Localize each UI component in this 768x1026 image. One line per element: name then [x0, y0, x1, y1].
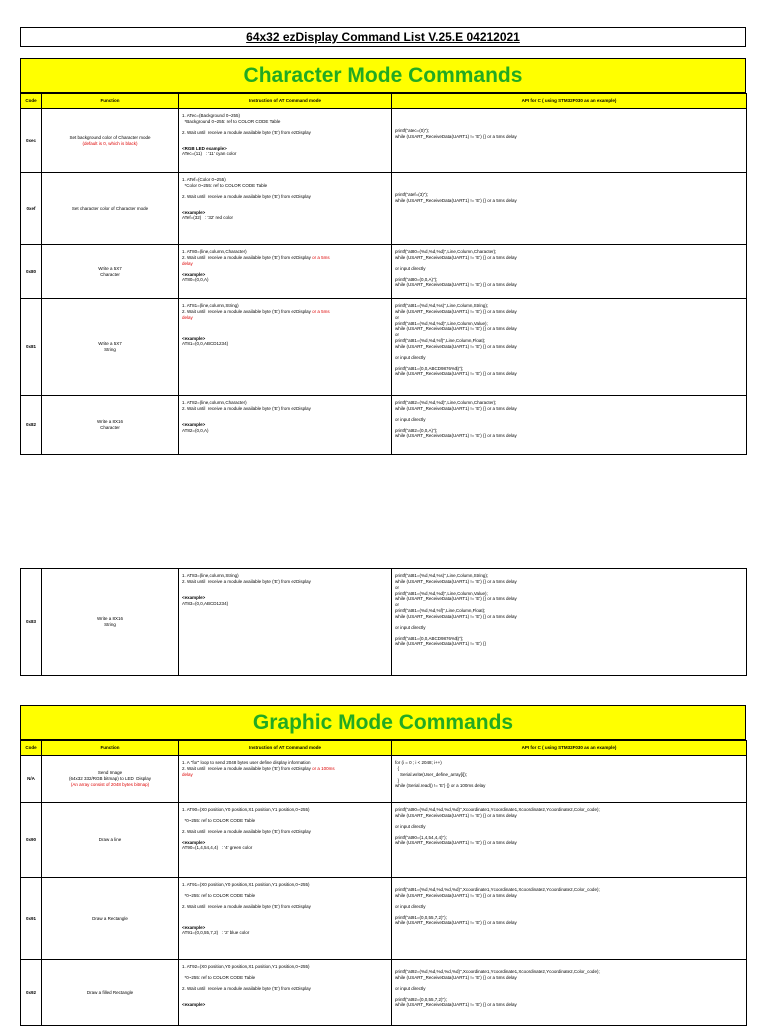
- c-api-example-line: or: [395, 314, 400, 320]
- c-api-example-line: printf("at91=(%d,%d,%d,%d,%d)",Xcoordinate1,Ycoordinate1,Xcoordinate2,Ycoordinate2,Color_code);: [395, 887, 600, 892]
- c-api-example: [392, 960, 747, 1026]
- c-api-example: [392, 878, 747, 960]
- function-description: [42, 960, 179, 1026]
- at-command-instruction-line: ATef=(32) : '32' red color: [182, 215, 234, 221]
- command-code: N/A: [21, 756, 42, 803]
- c-api-example-line: while (USART_ReceiveData(UART1) != 'E') {} or a 5ms delay: [395, 133, 517, 139]
- document-title: 64x32 ezDisplay Command List V.25.E 04212021: [20, 27, 746, 47]
- at-command-instruction-line: AT80=(0,0,A): [182, 277, 209, 283]
- c-api-example-line: while (USART_ReceiveData(UART1) != 'E') {} or a 5ms delay: [395, 892, 517, 898]
- c-api-example-line: printf("at81=(%d,%d,%d)",Line,Column,Value);: [395, 320, 488, 326]
- at-command-instruction-line: 2. Wait until receive a module available byte ('E') from ezDisplay or a 5ms: [182, 254, 330, 260]
- c-api-example-line: or: [395, 602, 400, 608]
- c-api-example-line: while (USART_ReceiveData(UART1) != 'E') {} or a 5ms delay: [395, 596, 517, 602]
- at-command-instruction-line: 2. Wait until receive a module available byte ('E') from ezDisplay: [182, 578, 311, 584]
- function-description-line: Draw a filled Rectangle: [86, 989, 134, 995]
- c-api-example-line: while (USART_ReceiveData(UART1) != 'E') {} or a 5ms delay: [395, 920, 517, 926]
- c-api-example-line: while (USART_ReceiveData(UART1) != 'E') {}: [395, 641, 486, 647]
- at-command-instruction-line: 1. ATef=(Color 0~255): [182, 177, 226, 182]
- function-description-line: (64x32 332/RGB bitmap) to LED Display: [68, 776, 152, 782]
- c-api-example-line: or input directly: [395, 624, 426, 630]
- function-description-line: Set character color of Character mode: [71, 205, 149, 211]
- c-api-example: [392, 396, 747, 455]
- c-api-example-line: or input directly: [395, 354, 426, 360]
- table-row: [21, 396, 747, 455]
- c-api-example-line: printf("at81=(%d,%d,%d)",Line,Column,Value);: [395, 590, 488, 596]
- at-command-instruction-line: <example>: [182, 924, 206, 930]
- at-command-instruction-line: <example>: [182, 594, 206, 600]
- c-api-example-line: while (USART_ReceiveData(UART1) != 'E') {} or a 5ms delay: [395, 1002, 517, 1008]
- c-api-example: [392, 173, 747, 245]
- function-description-line: Write a 8X16: [97, 419, 123, 425]
- c-api-example: [392, 299, 747, 396]
- command-code: 0xef: [21, 173, 42, 245]
- table-row: [21, 245, 747, 299]
- c-api-example-line: printf("atef=(3)");: [395, 192, 429, 197]
- at-command-instruction-line: *Color 0~255: ref to COLOR CODE Table: [182, 182, 268, 188]
- c-api-example-line: while (USART_ReceiveData(UART1) != 'E') {} or a 5ms delay: [395, 197, 517, 203]
- character-mode-table: [20, 93, 747, 455]
- function-description-line: String: [104, 347, 116, 352]
- function-description-line: Write a 5X7: [98, 341, 122, 347]
- at-command-instruction-line: <example>: [182, 421, 206, 427]
- function-description: [42, 396, 179, 455]
- at-command-instruction-line: *0~255: ref to COLOR CODE Table: [182, 817, 256, 823]
- c-api-example-line: or input directly: [395, 985, 426, 991]
- at-command-instruction: [179, 756, 392, 803]
- function-description: [42, 878, 179, 960]
- c-api-example-line: printf("at90=(1,4,54,4,4)");: [395, 834, 447, 840]
- c-api-example-line: printf("at80=(0,0,A)");: [395, 276, 438, 282]
- c-api-example-line: while (USART_ReceiveData(UART1) != 'E') {} or a 5ms delay: [395, 326, 517, 332]
- table-row: [21, 173, 747, 245]
- function-description: [42, 569, 179, 676]
- function-description-line: Set background color of Character mode: [69, 134, 151, 140]
- function-description-line: Draw a line: [98, 837, 122, 843]
- at-command-instruction: [179, 803, 392, 878]
- function-description: [42, 173, 179, 245]
- c-api-example-line: Serial.write(User_define_array[i]);: [395, 771, 468, 777]
- c-api-example-line: or input directly: [395, 416, 426, 422]
- c-api-example-line: printf("at81=(%d,%d,%s)",Line,Column,String);: [395, 303, 489, 308]
- at-command-instruction: [179, 245, 392, 299]
- at-command-instruction-line: 1. AT92=(X0 position,Y0 position,X1 position,Y1 position,0~255): [182, 964, 310, 969]
- function-description-note: (An array consist of 2048 bytes bitmap): [70, 781, 150, 787]
- at-command-instruction-line: delay: [182, 771, 193, 777]
- c-api-example-line: or input directly: [395, 823, 426, 829]
- c-api-example-line: or input directly: [395, 903, 426, 909]
- at-command-instruction-line: 2. Wait until receive a module available byte ('E') from ezDisplay: [182, 985, 311, 991]
- at-command-instruction: [179, 173, 392, 245]
- function-description-line: Send Image: [97, 770, 123, 776]
- table-row: [21, 756, 747, 803]
- at-command-instruction-line: 1. AT83=(line,column,String): [182, 573, 239, 578]
- at-command-instruction-line: 1. AT80=(line,column,Character): [182, 249, 247, 254]
- c-api-example: [392, 756, 747, 803]
- c-api-example-line: while (USART_ReceiveData(UART1) != 'E') {} or a 5ms delay: [395, 282, 517, 288]
- c-api-example-line: while (USART_ReceiveData(UART1) != 'E') {} or a 5ms delay: [395, 371, 517, 377]
- c-api-example-line: printf("at92=(0,0,55,7,2)");: [395, 996, 447, 1002]
- at-command-instruction-line: 2. Wait until receive a module available byte ('E') from ezDisplay or a 100ms: [182, 765, 335, 771]
- c-api-example-line: while (USART_ReceiveData(UART1) != 'E') {} or a 5ms delay: [395, 254, 517, 260]
- at-command-instruction-line: 2. Wait until receive a module available byte ('E') from ezDisplay: [182, 193, 311, 199]
- header-instruction: Instruction of AT Command mode: [179, 741, 392, 756]
- at-command-instruction: [179, 109, 392, 173]
- c-api-example-line: }: [395, 777, 400, 783]
- function-description: [42, 245, 179, 299]
- c-api-example-line: while (USART_ReceiveData(UART1) != 'E') {} or a 5ms delay: [395, 812, 517, 818]
- c-api-example-line: printf("at82=(0,0,A)");: [395, 427, 438, 433]
- c-api-example-line: {: [395, 765, 400, 771]
- header-api: API for C ( using STM32F030 as an example): [392, 741, 747, 756]
- at-command-instruction-line: AT83=(0,0,ABCD1234): [182, 600, 229, 606]
- header-code: Code: [21, 741, 42, 756]
- function-description: [42, 756, 179, 803]
- c-api-example-line: printf("at92=(%d,%d,%d,%d,%d)",Xcoordinate1,Ycoordinate1,Xcoordinate2,Ycoordinate2,Color_code);: [395, 969, 600, 974]
- at-command-instruction: [179, 299, 392, 396]
- at-command-instruction-line: 2. Wait until receive a module available byte ('E') from ezDisplay: [182, 129, 311, 135]
- command-code: 0x83: [21, 569, 42, 676]
- function-description-line: Character: [100, 271, 120, 277]
- at-command-instruction: [179, 396, 392, 455]
- c-api-example: [392, 109, 747, 173]
- at-command-instruction: [179, 569, 392, 676]
- command-code: 0x80: [21, 245, 42, 299]
- at-command-instruction-line: 1. AT81=(line,column,String): [182, 303, 239, 308]
- function-description: [42, 803, 179, 878]
- c-api-example-line: while (USART_ReceiveData(UART1) != 'E') {} or a 5ms delay: [395, 578, 517, 584]
- at-command-instruction-line: *Background 0~255: ref to COLOR CODE Table: [182, 118, 281, 124]
- c-api-example-line: printf("at81=(0,0,ABCD9876%$)");: [395, 635, 464, 641]
- c-api-example-line: printf("at90=(%d,%d,%d,%d,%d)",Xcoordinate1,Ycoordinate1,Xcoordinate2,Ycoordinate2,Color_code);: [395, 807, 600, 812]
- c-api-example-line: for (i = 0 ; i < 2048; i++): [395, 760, 442, 765]
- command-code: 0x81: [21, 299, 42, 396]
- function-description-line: Character: [100, 425, 120, 430]
- at-command-instruction-line: <RGB LED example>: [182, 145, 227, 151]
- at-command-instruction-line: 2. Wait until receive a module available byte ('E') from ezDisplay: [182, 405, 311, 411]
- c-api-example: [392, 803, 747, 878]
- section-title-character-mode: Character Mode Commands: [20, 58, 746, 93]
- at-command-instruction-line: 1. ATec=(Background 0~255): [182, 113, 240, 118]
- at-command-instruction-line: <example>: [182, 1001, 206, 1007]
- c-api-example-line: while (Serial.read() != 'E') {} or a 100ms delay: [395, 783, 486, 789]
- section-title-graphic-mode: Graphic Mode Commands: [20, 705, 746, 740]
- at-command-instruction-line: 1. AT91=(X0 position,Y0 position,X1 position,Y1 position,0~255): [182, 882, 310, 887]
- command-code: 0x82: [21, 396, 42, 455]
- at-command-instruction-line: 1. AT82=(line,column,Character): [182, 400, 247, 405]
- header-api: API for C ( using STM32F030 as an example): [392, 94, 747, 109]
- character-mode-table-continued: [20, 568, 747, 676]
- table-row: [21, 878, 747, 960]
- at-command-instruction-line: delay: [182, 260, 193, 266]
- c-api-example-line: or: [395, 332, 400, 338]
- c-api-example-line: or: [395, 584, 400, 590]
- table-row: [21, 569, 747, 676]
- table-row: [21, 803, 747, 878]
- c-api-example-line: while (USART_ReceiveData(UART1) != 'E') {} or a 5ms delay: [395, 613, 517, 619]
- function-description: [42, 109, 179, 173]
- at-command-instruction: [179, 878, 392, 960]
- header-instruction: Instruction of AT Command mode: [179, 94, 392, 109]
- graphic-mode-table: [20, 740, 747, 1026]
- function-description-line: String: [104, 622, 116, 627]
- table-row: [21, 960, 747, 1026]
- function-description-line: Draw a Rectangle: [92, 915, 128, 921]
- c-api-example-line: printf("at82=(%d,%d,%d)",Line,Column,Character);: [395, 400, 497, 405]
- at-command-instruction-line: AT81=(0,0,ABCD1234): [182, 341, 229, 347]
- header-code: Code: [21, 94, 42, 109]
- c-api-example-line: while (USART_ReceiveData(UART1) != 'E') {} or a 5ms delay: [395, 308, 517, 314]
- c-api-example-line: while (USART_ReceiveData(UART1) != 'E') {} or a 5ms delay: [395, 433, 517, 439]
- command-code: 0xec: [21, 109, 42, 173]
- at-command-instruction-line: 1. AT90=(X0 position,Y0 position,X1 position,Y1 position,0~255): [182, 807, 310, 812]
- function-description: [42, 299, 179, 396]
- table-row: [21, 299, 747, 396]
- c-api-example-line: printf("at81=(0,0,ABCD9876%$)");: [395, 365, 464, 371]
- at-command-instruction-line: 2. Wait until receive a module available byte ('E') from ezDisplay: [182, 903, 311, 909]
- at-command-instruction-line: <example>: [182, 209, 206, 215]
- c-api-example-line: while (USART_ReceiveData(UART1) != 'E') {} or a 5ms delay: [395, 840, 517, 846]
- at-command-instruction-line: delay: [182, 314, 193, 320]
- command-code: 0x92: [21, 960, 42, 1026]
- c-api-example-line: or input directly: [395, 265, 426, 271]
- at-command-instruction-line: *0~255: ref to COLOR CODE Table: [182, 974, 256, 980]
- at-command-instruction-line: AT90=(1,4,54,4,4) : '4' green color: [182, 845, 253, 851]
- at-command-instruction-line: AT91=(0,0,55,7,2) : '2' blue color: [182, 930, 250, 936]
- c-api-example-line: printf("atec=(0)");: [395, 128, 430, 133]
- table-header-row: [21, 94, 747, 109]
- c-api-example-line: printf("at80=(%d,%d,%d)",Line,Column,Character);: [395, 249, 497, 254]
- at-command-instruction-line: ATec=(11) : '11' cyan color: [182, 151, 237, 157]
- at-command-instruction-line: 2. Wait until receive a module available byte ('E') from ezDisplay: [182, 828, 311, 834]
- at-command-instruction-line: 1. A "for" loop to send 2048 bytes user define display information: [182, 760, 311, 765]
- at-command-instruction-line: <example>: [182, 335, 206, 341]
- at-command-instruction: [179, 960, 392, 1026]
- c-api-example-line: while (USART_ReceiveData(UART1) != 'E') {} or a 5ms delay: [395, 343, 517, 349]
- function-description-line: Write a 5X7: [98, 265, 122, 271]
- c-api-example: [392, 569, 747, 676]
- at-command-instruction-line: AT82=(0,0,A): [182, 427, 209, 433]
- c-api-example-line: printf("at81=(%d,%d,%f)",Line,Column,Float);: [395, 338, 486, 344]
- c-api-example-line: printf("at81=(%d,%d,%f)",Line,Column,Float);: [395, 608, 486, 614]
- table-row: [21, 109, 747, 173]
- c-api-example-line: printf("at81=(%d,%d,%s)",Line,Column,String);: [395, 573, 489, 578]
- c-api-example-line: while (USART_ReceiveData(UART1) != 'E') {} or a 5ms delay: [395, 405, 517, 411]
- command-code: 0x90: [21, 803, 42, 878]
- header-function: Function: [42, 94, 179, 109]
- function-description-note: (default is 0, which is black): [82, 140, 138, 146]
- table-header-row: [21, 741, 747, 756]
- c-api-example-line: while (USART_ReceiveData(UART1) != 'E') {} or a 5ms delay: [395, 974, 517, 980]
- at-command-instruction-line: <example>: [182, 271, 206, 277]
- at-command-instruction-line: <example>: [182, 839, 206, 845]
- c-api-example: [392, 245, 747, 299]
- header-function: Function: [42, 741, 179, 756]
- function-description-line: Write a 8X16: [97, 616, 123, 622]
- at-command-instruction-line: 2. Wait until receive a module available byte ('E') from ezDisplay or a 5ms: [182, 308, 330, 314]
- at-command-instruction-line: *0~255: ref to COLOR CODE Table: [182, 892, 256, 898]
- command-code: 0x91: [21, 878, 42, 960]
- c-api-example-line: printf("at91=(0,0,55,7,2)");: [395, 914, 447, 920]
